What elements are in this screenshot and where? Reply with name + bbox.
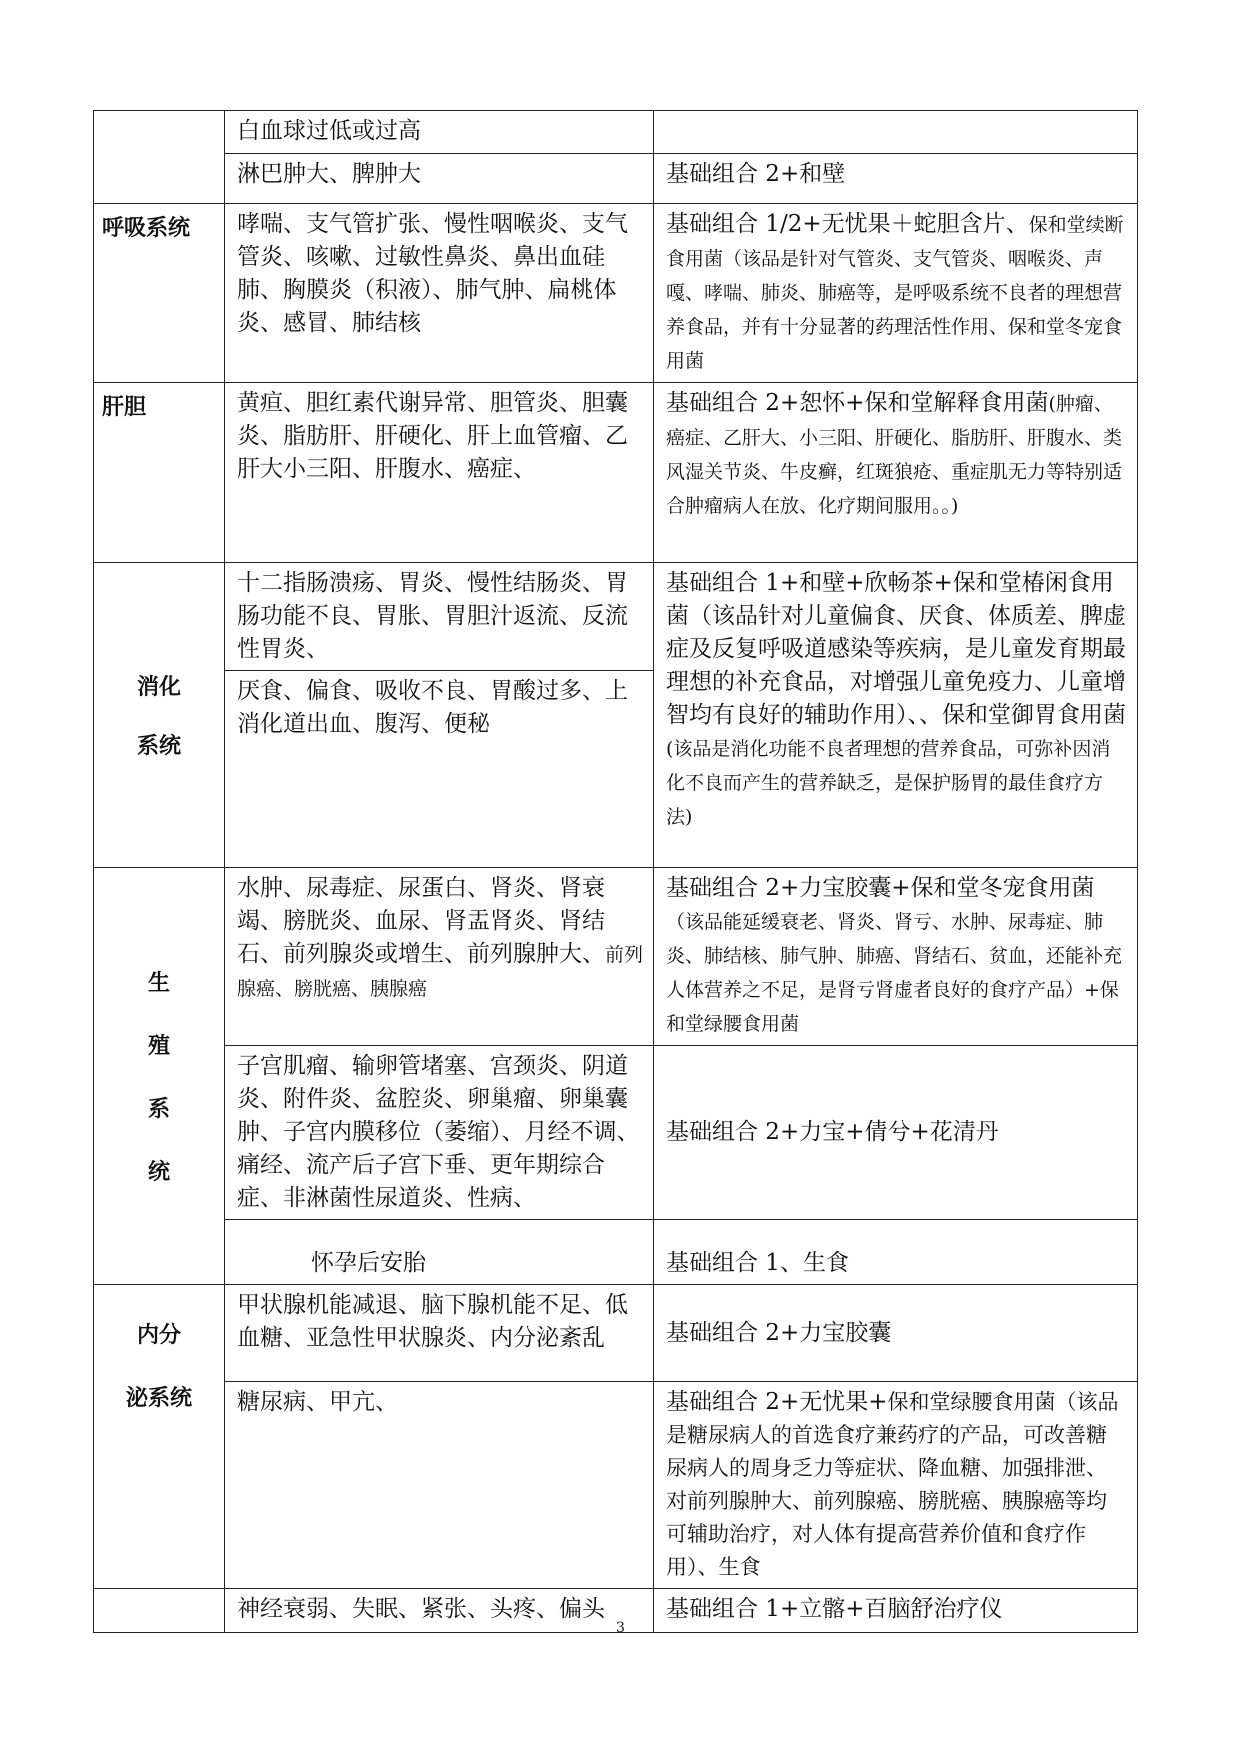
remedy-main: 基础组合 2+力宝胶囊+保和堂冬宠食用菌 [666,875,1095,901]
symptom-cell: 淋巴肿大、脾肿大 [225,154,654,204]
remedy-cell [654,563,1138,868]
remedy-cell: 基础组合 2+力宝+倩兮+花清丹 [654,1046,1138,1220]
remedy-cell: 基础组合 2+和壁 [654,154,1138,204]
symptom-cell: 白血球过低或过高 [225,111,654,154]
category-line: 系统 [136,734,181,759]
remedy-main: 基础组合 2+无忧果+ [666,1389,888,1415]
category-cell [94,868,225,1285]
remedy-cell [654,868,1138,1046]
table-row [94,204,1138,383]
table-row [94,154,1138,204]
category-cell [94,563,225,868]
treatment-table [93,110,1138,1633]
symptom-cell [225,868,654,1046]
remedy-main: 基础组合 1/2+无忧果＋蛇胆含片、 [666,211,1029,237]
remedy-detail: （该品能延缓衰老、肾炎、肾亏、水肿、尿毒症、肺炎、肺结核、肺气肿、肺癌、肾结石、贫血，还能补充人体营养之不足，是肾亏肾虚者良好的食疗产品）+保和堂绿腰食用菌 [666,911,1123,1035]
remedy-detail: 保和堂续断食用菌（该品是针对气管炎、支气管炎、咽喉炎、声嘎、哮喘、肺炎、肺癌等，是呼吸系统不良者的理想营养食品，并有十分显著的药理活性作用、保和堂冬宠食用菌 [666,214,1124,372]
symptom-cell: 神经衰弱、失眠、紧张、头疼、偏头 [225,1589,654,1633]
category-cell: 肝胆 [94,383,225,563]
symptom-small: 前列腺癌、膀胱癌、胰腺癌 [237,944,644,1000]
category-line: 内分 [136,1323,181,1348]
table-row [94,1220,1138,1285]
category-char: 生 [147,971,170,996]
table-row [94,383,1138,563]
table-row [94,1046,1138,1220]
category-cell-empty [94,111,225,204]
symptom-cell: 哮喘、支气管扩张、慢性咽喉炎、支气管炎、咳嗽、过敏性鼻炎、鼻出血硅肺、胸膜炎（积液）、肺气肿、扁桃体炎、感冒、肺结核 [225,204,654,383]
symptom-cell: 厌食、偏食、吸收不良、胃酸过多、上消化道出血、腹泻、便秘 [225,671,654,868]
category-char: 殖 [147,1034,170,1059]
remedy-cell: 基础组合 2+力宝胶囊 [654,1285,1138,1382]
symptom-main: 水肿、尿毒症、尿蛋白、肾炎、肾衰竭、膀胱炎、血尿、肾盂肾炎、肾结石、前列腺炎或增生、前列腺肿大、 [237,875,605,967]
category-cell: 呼吸系统 [94,204,225,383]
table-row [94,1382,1138,1589]
remedy-cell [654,204,1138,383]
symptom-cell: 怀孕后安胎 [225,1220,654,1285]
remedy-main: 基础组合 2+恕怀+保和堂解释食用菌 [666,390,1049,416]
category-char: 系 [147,1097,170,1122]
symptom-cell: 黄疸、胆红素代谢异常、胆管炎、胆囊炎、脂肪肝、肝硬化、肝上血管瘤、乙肝大小三阳、肝腹水、癌症、 [225,383,654,563]
remedy-main: 基础组合 1+和壁+欣畅茶+保和堂椿闲食用菌（该品针对儿童偏食、厌食、体质差、脾虚症及反复呼吸道感染等疾病，是儿童发育期最理想的补充食品，对增强儿童免疫力、儿童增智均有良好的辅助作用）、、保和堂御胃食用菌 [666,570,1126,728]
remedy-cell [654,111,1138,154]
remedy-cell: 基础组合 1+立髂+百脑舒治疗仪 [654,1589,1138,1633]
remedy-cell: 基础组合 1、生食 [654,1220,1138,1285]
page-number: 3 [616,1620,625,1636]
table-row [94,868,1138,1046]
remedy-cell [654,1382,1138,1589]
remedy-detail: 保和堂绿腰食用菌（该品是糖尿病人的首选食疗兼药疗的产品，可改善糖尿病人的周身乏力等症状、降血糖、加强排泄、对前列腺肿大、前列腺癌、膀胱癌、胰腺癌等均可辅助治疗，对人体有提高营养价值和食疗作用）、生食 [666,1390,1119,1579]
remedy-detail: (肿瘤、癌症、乙肝大、小三阳、肝硬化、脂肪肝、肝腹水、类风湿关节炎、牛皮癣，红斑狼疮、重症肌无力等特别适合肿瘤病人在放、化疗期间服用。。) [666,393,1123,517]
category-char: 统 [147,1160,170,1185]
table-row [94,1285,1138,1382]
category-line: 消化 [136,675,181,700]
remedy-detail: (该品是消化功能不良者理想的营养食品，可弥补因消化不良而产生的营养缺乏，是保护肠胃的最佳食疗方法) [666,738,1111,828]
symptom-cell: 十二指肠溃疡、胃炎、慢性结肠炎、胃肠功能不良、胃胀、胃胆汁返流、反流性胃炎、 [225,563,654,671]
category-line: 泌系统 [125,1386,192,1411]
symptom-cell: 子宫肌瘤、输卵管堵塞、宫颈炎、阴道炎、附件炎、盆腔炎、卵巢瘤、卵巢囊肿、子宫内膜移位（萎缩）、月经不调、痛经、流产后子宫下垂、更年期综合症、非淋菌性尿道炎、性病、 [225,1046,654,1220]
table-row [94,563,1138,671]
remedy-cell [654,383,1138,563]
category-cell [94,1285,225,1589]
table-row [94,111,1138,154]
symptom-cell: 糖尿病、甲亢、 [225,1382,654,1589]
symptom-cell: 甲状腺机能减退、脑下腺机能不足、低血糖、亚急性甲状腺炎、内分泌紊乱 [225,1285,654,1382]
